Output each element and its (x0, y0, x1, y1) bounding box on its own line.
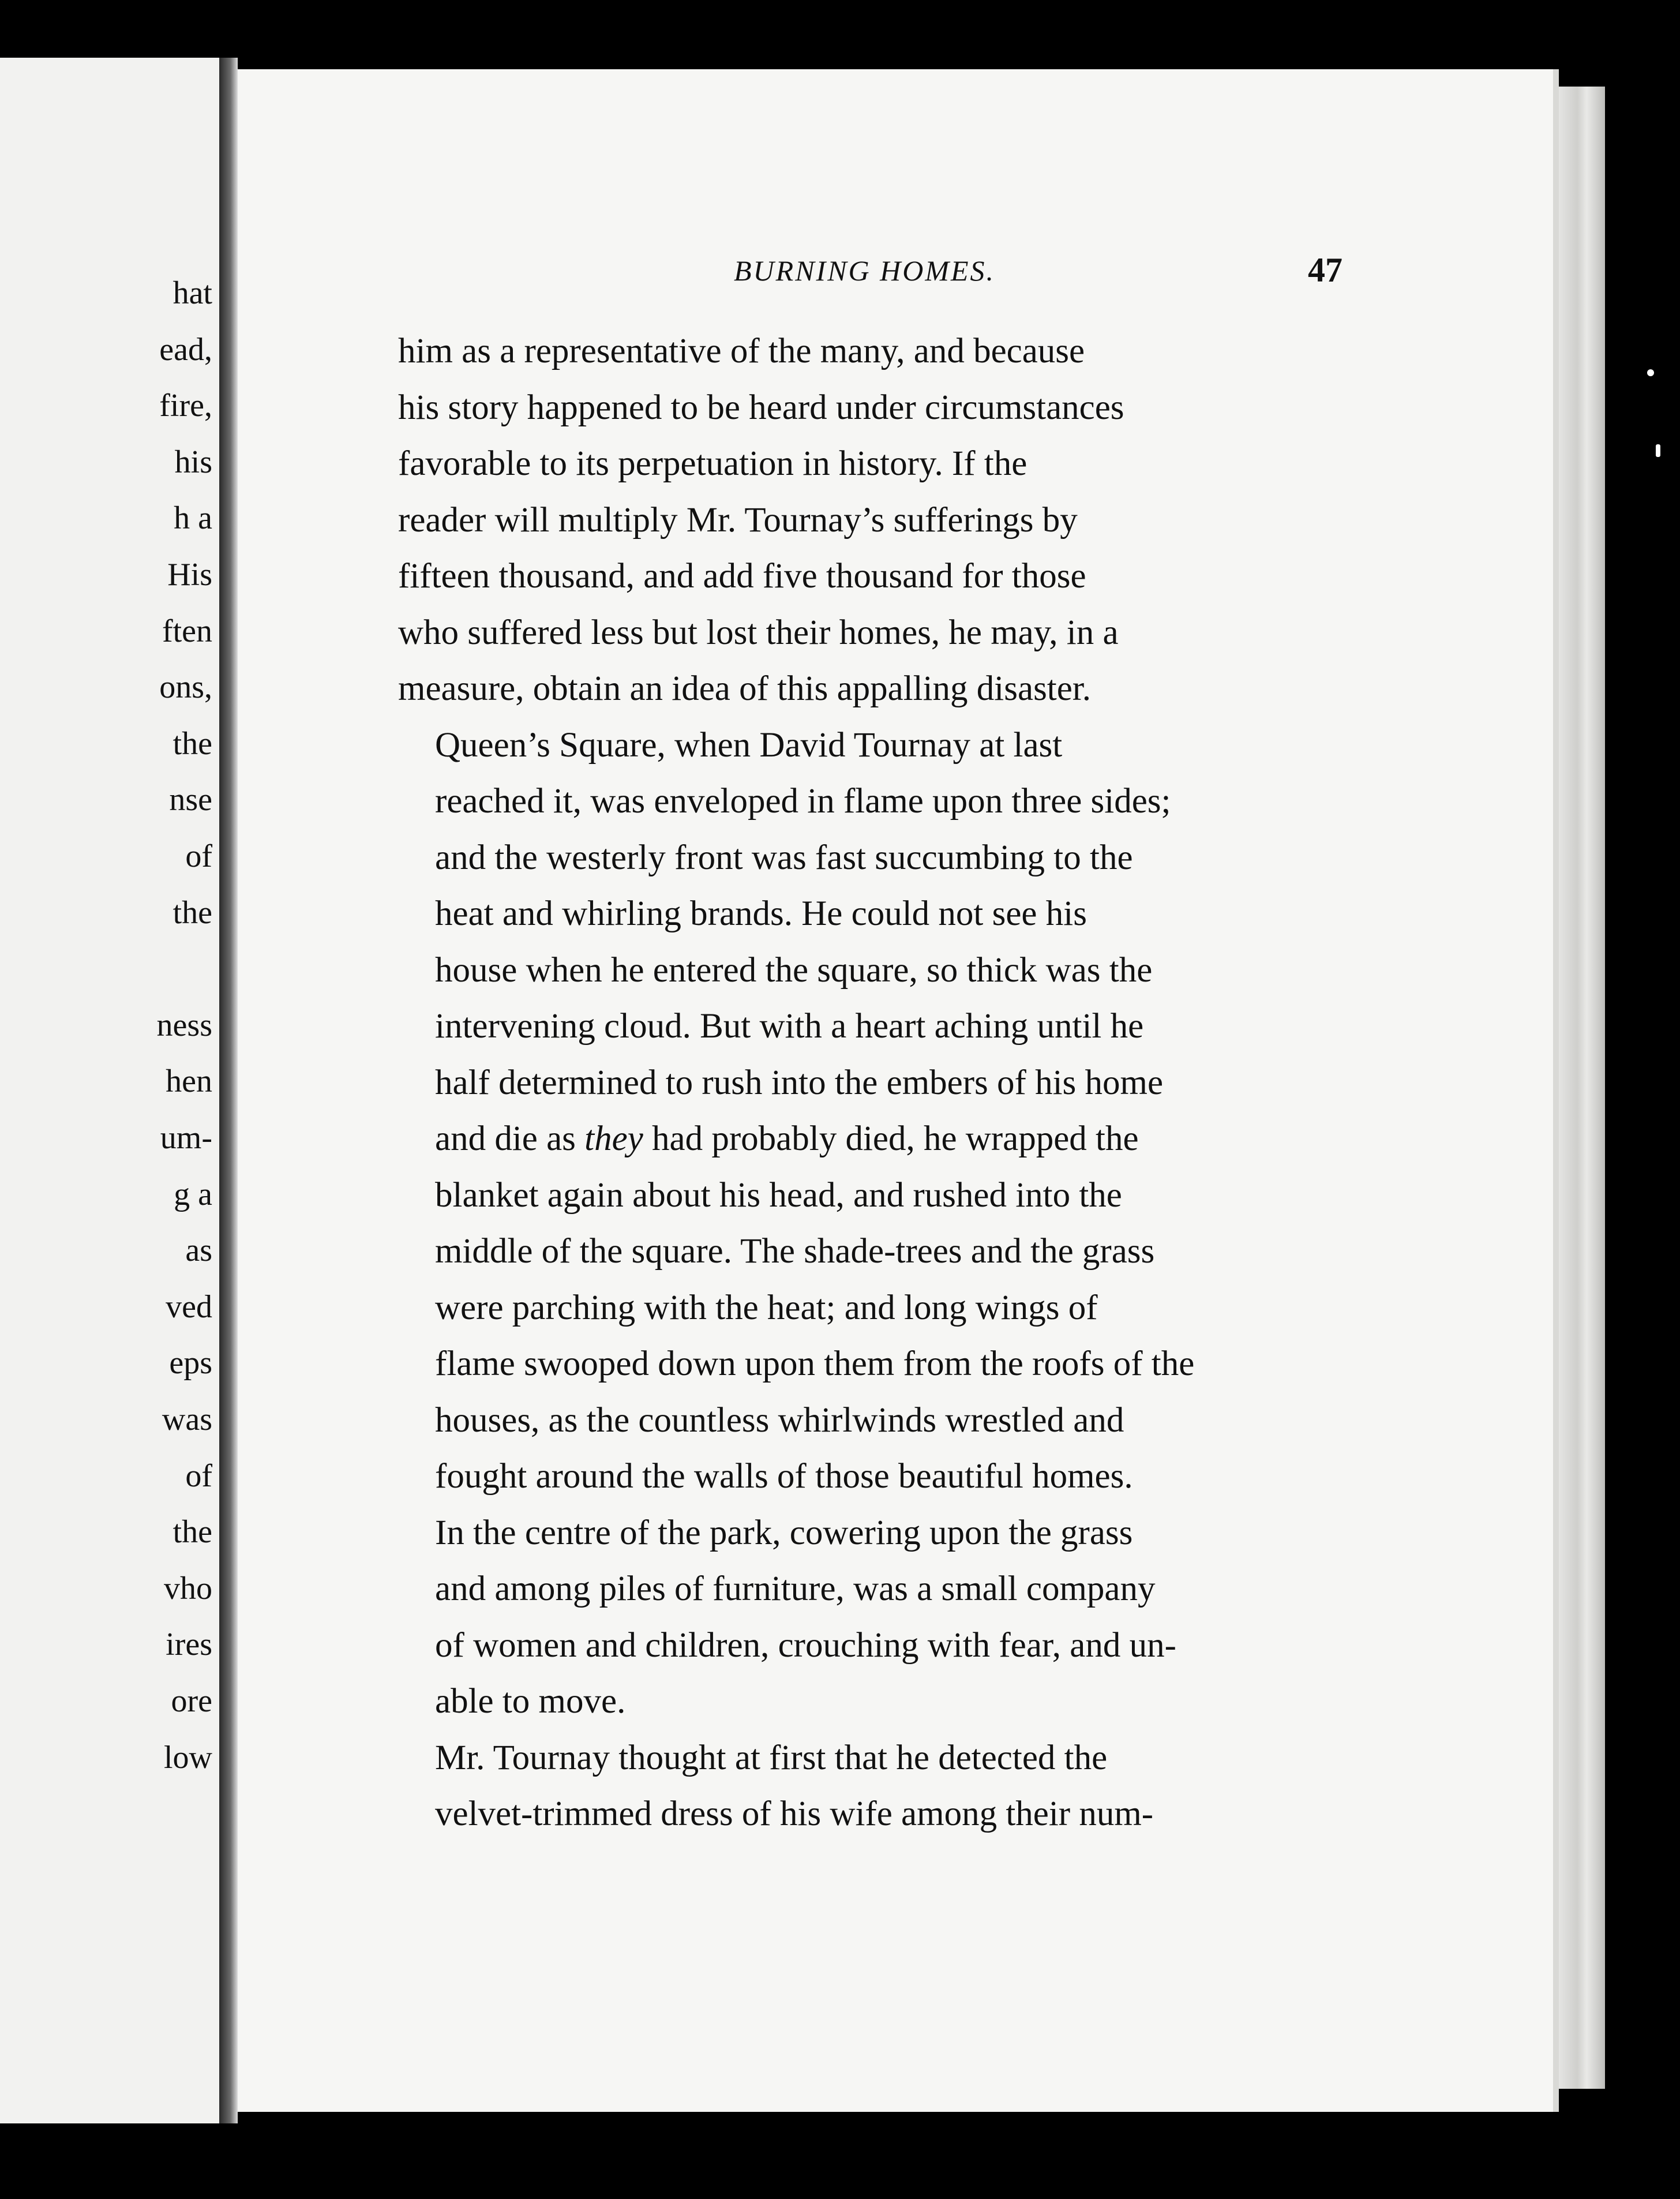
facing-page-line: fire, (159, 388, 212, 424)
facing-page-line: the (172, 725, 212, 762)
text-line: of women and children, crouching with fear, and un- (435, 1625, 1176, 1665)
facing-page-line: hen (166, 1063, 212, 1100)
text-line: his story happened to be heard under circumstances (398, 388, 1124, 427)
body-text (398, 323, 1356, 1842)
facing-page-line: as (185, 1233, 212, 1269)
text-line: flame swooped down upon them from the roofs of the (435, 1344, 1195, 1383)
text-line: blanket again about his head, and rushed into the (435, 1175, 1122, 1215)
page-number: 47 (1308, 251, 1342, 289)
text-line: fought around the walls of those beautiful homes. (435, 1457, 1133, 1496)
facing-page-line: eps (169, 1345, 212, 1381)
text-line: measure, obtain an idea of this appalling disaster. (398, 669, 1092, 708)
text-line: fifteen thousand, and add five thousand for those (398, 557, 1086, 595)
paragraph (398, 717, 1356, 1730)
text-line: and die as they had probably died, he wrapped the (435, 1119, 1139, 1158)
running-title: BURNING HOMES. (734, 254, 996, 287)
facing-page-line: ften (162, 613, 212, 649)
facing-page-line: h a (174, 500, 212, 537)
text-line: him as a representative of the many, and because (398, 332, 1085, 370)
facing-page-line: the (172, 894, 212, 931)
text-line: half determined to rush into the embers of his home (435, 1063, 1164, 1102)
facing-page-line: ons, (159, 669, 212, 706)
emphasis: they (584, 1119, 643, 1158)
facing-page-line: hat (172, 275, 212, 311)
facing-page-line: of (185, 1458, 212, 1494)
facing-page-line: ness (156, 1007, 212, 1043)
text-line: houses, as the countless whirlwinds wrestled and (435, 1400, 1124, 1440)
text-line: able to move. (435, 1682, 626, 1721)
facing-page-line: ires (166, 1627, 212, 1663)
facing-page (0, 58, 223, 2123)
scan-speck (1647, 369, 1654, 376)
book-gutter (219, 58, 238, 2123)
text-line: heat and whirling brands. He could not see his (435, 894, 1087, 933)
text-line: were parching with the heat; and long wings of (435, 1288, 1098, 1327)
text-line: Mr. Tournay thought at first that he detected the (435, 1738, 1108, 1777)
text-line: reader will multiply Mr. Tournay’s sufferings by (398, 500, 1078, 540)
facing-page-line: vho (164, 1570, 212, 1606)
facing-page-line: nse (169, 782, 212, 818)
scan-speck (1656, 444, 1660, 457)
facing-page-line: his (174, 444, 212, 480)
facing-page-line: of (185, 838, 212, 874)
facing-page-line: the (172, 1514, 212, 1550)
facing-page-line: g a (174, 1176, 212, 1212)
text-line: house when he entered the square, so thick was the (435, 950, 1153, 990)
text-line: In the centre of the park, cowering upon the grass (435, 1513, 1133, 1552)
text-line: and the westerly front was fast succumbing to the (435, 838, 1133, 877)
running-head (238, 251, 1559, 300)
facing-page-line: was (162, 1402, 212, 1437)
text-line: middle of the square. The shade-trees and the grass (435, 1232, 1155, 1271)
facing-page-line: ore (171, 1683, 212, 1719)
paragraph (398, 323, 1356, 717)
paragraph (398, 1730, 1356, 1842)
facing-page-line: ved (166, 1288, 212, 1325)
facing-page-line: um- (160, 1120, 212, 1156)
text-line: velvet-trimmed dress of his wife among their num- (435, 1795, 1154, 1833)
text-line: intervening cloud. But with a heart aching until he (435, 1007, 1144, 1046)
facing-page-line: low (164, 1739, 212, 1775)
text-line: reached it, was enveloped in flame upon three sides; (435, 782, 1171, 821)
text-line: favorable to its perpetuation in history. If the (398, 444, 1028, 483)
text-line: and among piles of furniture, was a small company (435, 1569, 1156, 1608)
text-line: Queen’s Square, when David Tournay at last (435, 725, 1063, 765)
facing-page-line: His (167, 557, 212, 593)
page-edges (1559, 87, 1605, 2089)
facing-page-line: ead, (159, 331, 212, 368)
text-line: who suffered less but lost their homes, he may, in a (398, 613, 1119, 652)
